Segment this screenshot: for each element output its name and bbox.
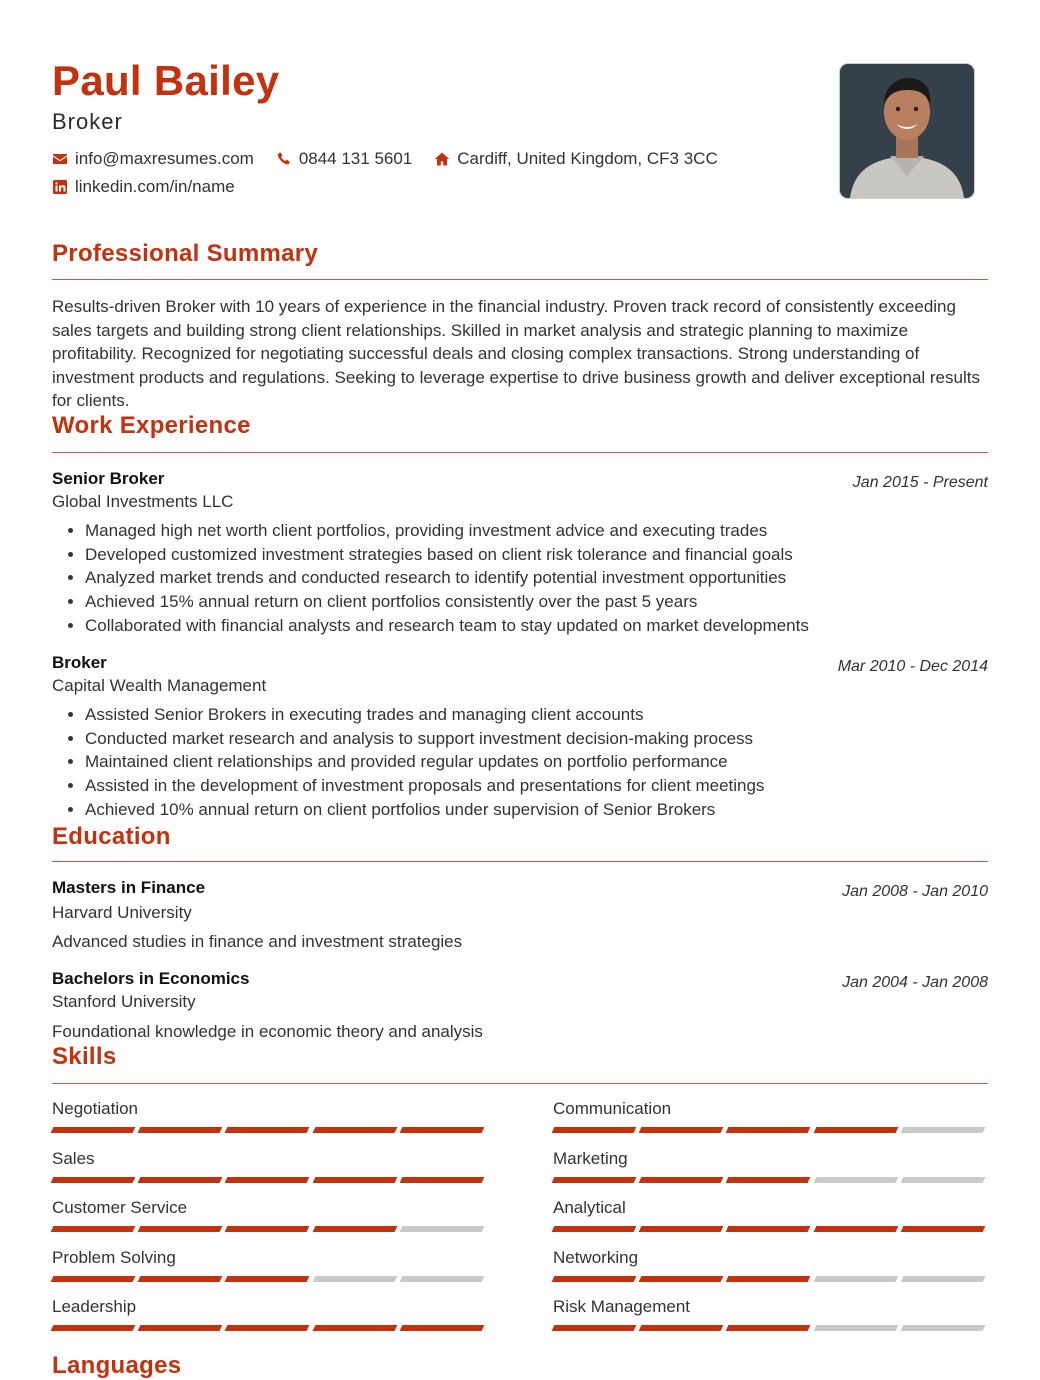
- skill-name: Negotiation: [52, 1099, 139, 1118]
- skill-item: [52, 1198, 488, 1232]
- rating-segment-filled: [138, 1177, 223, 1183]
- education-date: Jan 2004 - Jan 2008: [842, 974, 988, 991]
- rating-segment-filled: [225, 1177, 310, 1183]
- rating-segment-filled: [312, 1226, 397, 1232]
- rating-segment-empty: [399, 1226, 484, 1232]
- rating-segment-filled: [552, 1177, 637, 1183]
- rating-segment-empty: [900, 1325, 985, 1331]
- divider: [52, 279, 988, 280]
- rating-segment-filled: [51, 1325, 136, 1331]
- envelope-icon: [52, 151, 68, 167]
- job-title: Broker: [52, 653, 107, 672]
- rating-segment-filled: [900, 1226, 985, 1232]
- degree-title: Bachelors in Economics: [52, 969, 250, 988]
- skill-item: [52, 1149, 488, 1183]
- skill-rating-bar: [553, 1177, 989, 1183]
- rating-segment-filled: [813, 1127, 898, 1133]
- rating-segment-filled: [552, 1325, 637, 1331]
- rating-segment-filled: [552, 1127, 637, 1133]
- rating-segment-filled: [399, 1177, 484, 1183]
- rating-segment-filled: [138, 1226, 223, 1232]
- rating-segment-filled: [225, 1226, 310, 1232]
- rating-segment-empty: [900, 1127, 985, 1133]
- rating-segment-filled: [726, 1325, 811, 1331]
- list-item: • Achieved 15% annual return on client portfolios consistently over the past 5 years: [85, 590, 985, 614]
- skill-name: Customer Service: [52, 1198, 188, 1217]
- job-title: Senior Broker: [52, 469, 165, 488]
- rating-segment-filled: [312, 1177, 397, 1183]
- school-name: Stanford University: [52, 992, 196, 1011]
- summary-text: Results-driven Broker with 10 years of experience in the financial industry. Proven track record of consistently exceeding sales targets and building strong client relationships. Skilled in market analysis and strategic planning to maximize profitability. Recognized for negotiating successful deals and closing complex transactions. Strong understanding of investment products and regulations. Seeking to leverage expertise to drive business growth and deliver exceptional results for clients.: [52, 297, 980, 411]
- skill-item: [52, 1297, 488, 1331]
- skill-item: [553, 1149, 989, 1183]
- list-item: • Developed customized investment strategies based on client risk tolerance and financial goals: [85, 543, 985, 567]
- job-date: Jan 2015 - Present: [852, 474, 988, 491]
- phone-text: 0844 131 5601: [298, 149, 413, 168]
- skill-name: Problem Solving: [52, 1247, 176, 1267]
- rating-segment-filled: [399, 1325, 484, 1331]
- rating-segment-filled: [51, 1127, 136, 1133]
- job-bullets: [52, 703, 985, 822]
- skill-name: Networking: [553, 1247, 639, 1267]
- section-title-experience: Work Experience: [52, 412, 251, 439]
- rating-segment-empty: [813, 1276, 898, 1282]
- job-company: Global Investments LLC: [52, 492, 234, 511]
- skill-item: [52, 1248, 488, 1282]
- address-text: Cardiff, United Kingdom, CF3 3CC: [457, 149, 718, 168]
- list-item: • Assisted Senior Brokers in executing trades and managing client accounts: [85, 703, 985, 727]
- job-company: Capital Wealth Management: [52, 676, 267, 695]
- rating-segment-filled: [399, 1127, 484, 1133]
- divider: [52, 861, 988, 862]
- skill-item: [553, 1198, 989, 1232]
- skill-name: Marketing: [553, 1148, 628, 1168]
- skill-rating-bar: [52, 1226, 488, 1232]
- list-item: • Analyzed market trends and conducted research to identify potential investment opportunities: [85, 566, 985, 590]
- list-item: • Achieved 10% annual return on client portfolios under supervision of Senior Brokers: [85, 798, 985, 822]
- skill-item: [553, 1248, 989, 1282]
- contact-phone[interactable]: [276, 149, 412, 169]
- skill-rating-bar: [553, 1325, 989, 1331]
- rating-segment-filled: [813, 1226, 898, 1232]
- rating-segment-filled: [138, 1127, 223, 1133]
- rating-segment-filled: [312, 1127, 397, 1133]
- section-title-summary: Professional Summary: [52, 240, 319, 267]
- skill-item: [52, 1099, 488, 1133]
- skill-name: Risk Management: [553, 1297, 691, 1316]
- degree-title: Masters in Finance: [52, 878, 206, 897]
- education-description: Advanced studies in finance and investment strategies: [52, 932, 463, 951]
- skill-rating-bar: [553, 1276, 989, 1282]
- profile-photo: [839, 63, 975, 199]
- skill-rating-bar: [52, 1127, 488, 1133]
- list-item: • Maintained client relationships and provided regular updates on portfolio performance: [85, 750, 985, 774]
- school-name: Harvard University: [52, 903, 192, 922]
- contact-row-2: [52, 177, 257, 197]
- rating-segment-filled: [138, 1276, 223, 1282]
- rating-segment-filled: [639, 1276, 724, 1282]
- skill-rating-bar: [553, 1226, 989, 1232]
- list-item: • Collaborated with financial analysts and research team to stay updated on market developments: [85, 614, 985, 638]
- rating-segment-empty: [813, 1177, 898, 1183]
- rating-segment-filled: [726, 1276, 811, 1282]
- divider: [52, 1083, 988, 1084]
- contact-address: [434, 149, 717, 169]
- rating-segment-filled: [726, 1177, 811, 1183]
- skill-rating-bar: [52, 1325, 488, 1331]
- contact-email[interactable]: [52, 149, 254, 169]
- skill-rating-bar: [52, 1177, 488, 1183]
- skill-name: Analytical: [553, 1198, 626, 1217]
- skill-item: [553, 1297, 989, 1331]
- education-date: Jan 2008 - Jan 2010: [842, 883, 988, 900]
- rating-segment-filled: [639, 1325, 724, 1331]
- list-item: • Assisted in the development of investment proposals and presentations for client meetings: [85, 774, 985, 798]
- rating-segment-filled: [138, 1325, 223, 1331]
- skill-item: [553, 1099, 989, 1133]
- rating-segment-empty: [813, 1325, 898, 1331]
- education-description: Foundational knowledge in economic theory and analysis: [52, 1022, 483, 1041]
- candidate-role: Broker: [52, 109, 123, 134]
- rating-segment-filled: [726, 1127, 811, 1133]
- rating-segment-filled: [51, 1276, 136, 1282]
- rating-segment-filled: [552, 1226, 637, 1232]
- skill-name: Sales: [52, 1148, 95, 1168]
- rating-segment-empty: [399, 1276, 484, 1282]
- email-text: info@maxresumes.com: [75, 149, 254, 168]
- rating-segment-filled: [51, 1177, 136, 1183]
- rating-segment-filled: [552, 1276, 637, 1282]
- rating-segment-filled: [639, 1127, 724, 1133]
- rating-segment-filled: [639, 1177, 724, 1183]
- candidate-name: Paul Bailey: [52, 57, 280, 104]
- contact-linkedin[interactable]: [52, 177, 235, 197]
- list-item: • Conducted market research and analysis to support investment decision-making process: [85, 727, 985, 751]
- section-title-languages: Languages: [52, 1352, 182, 1379]
- job-bullets: [52, 519, 985, 638]
- job-date: Mar 2010 - Dec 2014: [837, 658, 988, 675]
- rating-segment-filled: [225, 1127, 310, 1133]
- skill-rating-bar: [553, 1127, 989, 1133]
- phone-icon: [276, 151, 292, 167]
- section-title-skills: Skills: [52, 1043, 117, 1070]
- rating-segment-empty: [900, 1276, 985, 1282]
- rating-segment-filled: [726, 1226, 811, 1232]
- linkedin-icon: [52, 179, 68, 195]
- rating-segment-filled: [51, 1226, 136, 1232]
- rating-segment-filled: [225, 1276, 310, 1282]
- home-icon: [434, 151, 450, 167]
- skill-name: Leadership: [52, 1297, 137, 1316]
- list-item: • Managed high net worth client portfolios, providing investment advice and executing trades: [85, 519, 985, 543]
- section-title-education: Education: [52, 823, 171, 850]
- contact-row-1: [52, 149, 740, 169]
- linkedin-text: linkedin.com/in/name: [75, 177, 235, 196]
- rating-segment-filled: [312, 1325, 397, 1331]
- rating-segment-filled: [225, 1325, 310, 1331]
- skill-name: Communication: [553, 1099, 672, 1118]
- skill-rating-bar: [52, 1276, 488, 1282]
- rating-segment-filled: [639, 1226, 724, 1232]
- divider: [52, 452, 988, 453]
- rating-segment-empty: [312, 1276, 397, 1282]
- rating-segment-empty: [900, 1177, 985, 1183]
- avatar: [840, 64, 974, 198]
